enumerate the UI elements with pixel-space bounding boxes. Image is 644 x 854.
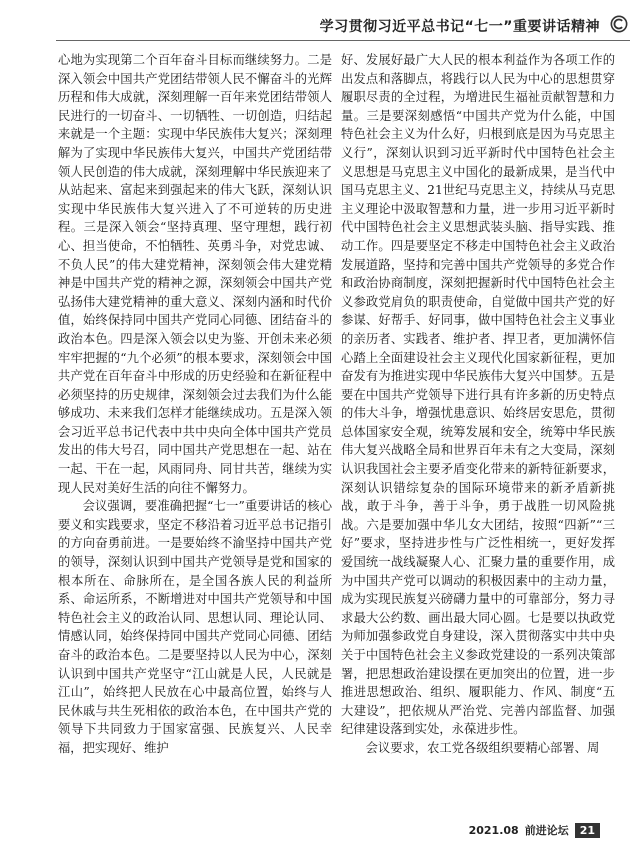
body-paragraph: 心地为实现第二个百年奋斗目标而继续努力。二是深入领会中国共产党团结带领人民不懈奋斗的光辉历程和伟大成就，深刻理解一百年来党团结带领人民进行的一切奋斗、一切牺牲、一切创造，归结起来就是一个主题：实现中华民族伟大复兴；深刻理解为了实现中华民族伟大复兴，中国共产党团结带领人民创造的伟大成就，深刻理解中华民族迎来了从站起来、富起来到强起来的伟大飞跃，深刻认识实现中华民族伟大复兴进入了不可逆转的历史进程。三是深入领会“坚持真理、坚守理想，践行初心、担当使命，不怕牺牲、英勇斗争，对党忠诚、不负人民”的伟大建党精神，深刻领会伟大建党精神是中国共产党的精神之源，深刻领会中国共产党弘扬伟大建党精神的重大意义、深刻内涵和时代价值，始终保持同中国共产党同心同德、团结奋斗的政治本色。四是深入领会以史为鉴、开创未来必须牢牢把握的“九个必须”的根本要求，深刻领会中国共产党在百年奋斗中形成的历史经验和在新征程中必须坚持的历史规律，深刻领会过去我们为什么能够成功、未来我们怎样才能继续成功。五是深入领会习近平总书记代表中共中央向全体中国共产党员发出的伟大号召，同中国共产党思想在一起、站在一起、干在一起，风雨同舟、同甘共苦，继续为实现人民对美好生活的向往不懈努力。 <box>58 53 332 495</box>
header-rule <box>56 40 630 41</box>
issue-date: 2021.08 <box>468 823 519 837</box>
journal-name: 前进论坛 <box>524 824 569 837</box>
body-paragraph: 会议强调，要准确把握“七一”重要讲话的核心要义和实践要求，坚定不移沿着习近平总书记指引的方向奋勇前进。一是要始终不渝坚持中国共产党的领导，深刻认识到中国共产党领导是党和国家的根本所在、命脉所在，是全国各族人民的利益所系、命运所系，不断增进对中国共产党领导和中国特色社会主义的政治认同、思想认同、理论认同、情感认同，始终保持同中国共产党同心同德、团结奋斗的政治本色。二是要坚持以人民为中心，深刻认识到中国共产党坚守“江山就是人民，人民就是江山”，始终把人民放在心中最高位置，始终与人民休戚与共生死相依的政治本色，在中国共产党的领导下共同致力于国家富强、民族复兴、人民幸福，把实现好、维护 <box>58 499 332 755</box>
right-column <box>341 51 615 758</box>
body-paragraph: 好、发展好最广大人民的根本利益作为各项工作的出发点和落脚点，将践行以人民为中心的思想贯穿履职尽责的全过程，为增进民生福祉贡献智慧和力量。三是要深刻感悟“中国共产党为什么能，中国特色社会主义为什么好，归根到底是因为马克思主义行”，深刻认识到习近平新时代中国特色社会主义思想是马克思主义中国化的最新成果，是当代中国马克思主义、21世纪马克思主义，持续从马克思主义理论中汲取智慧和力量，进一步用习近平新时代中国特色社会主义思想武装头脑、指导实践、推动工作。四是要坚定不移走中国特色社会主义政治发展道路，坚持和完善中国共产党领导的多党合作和政治协商制度，深刻把握新时代中国特色社会主义参政党肩负的职责使命，自觉做中国共产党的好参谋、好帮手、好同事，做中国特色社会主义事业的亲历者、实践者、维护者、捍卫者，更加满怀信心踏上全面建设社会主义现代化国家新征程，更加奋发有为推进实现中华民族伟大复兴中国梦。五是要在中国共产党领导下进行具有许多新的历史特点的伟大斗争，增强忧患意识、始终居安思危，贯彻总体国家安全观，统筹发展和安全，统筹中华民族伟大复兴战略全局和世界百年未有之大变局，深刻认识我国社会主要矛盾变化带来的新特征新要求，深刻认识错综复杂的国际环境带来的新矛盾新挑战，敢于斗争，善于斗争，勇于战胜一切风险挑战。六是要加强中华儿女大团结，按照“四新”“三好”要求，坚持进步性与广泛性相统一，更好发挥爱国统一战线凝聚人心、汇聚力量的重要作用，成为中国共产党可以调动的积极因素中的主动力量，成为实现民族复兴磅礴力量中的可靠部分，努力寻求最大公约数、画出最大同心圆。七是要以执政党为师加强参政党自身建设，深入贯彻落实中共中央关于中国特色社会主义参政党建设的一系列决策部署，把思想政治建设摆在更加突出的位置，进一步推进思想政治、组织、履职能力、作风、制度“五大建设”，把依规从严治党、完善内部监督、加强纪律建设落到实处，永葆进步性。 <box>341 53 615 737</box>
page-number: 21 <box>575 823 600 838</box>
left-column <box>58 51 332 758</box>
page-header <box>0 0 644 44</box>
page-footer <box>469 822 600 838</box>
journal-logo-icon <box>610 15 628 33</box>
header-title: 学习贯彻习近平总书记“七一”重要讲话精神 <box>319 19 600 35</box>
body-paragraph: 会议要求，农工党各级组织要精心部署、周 <box>365 740 600 755</box>
